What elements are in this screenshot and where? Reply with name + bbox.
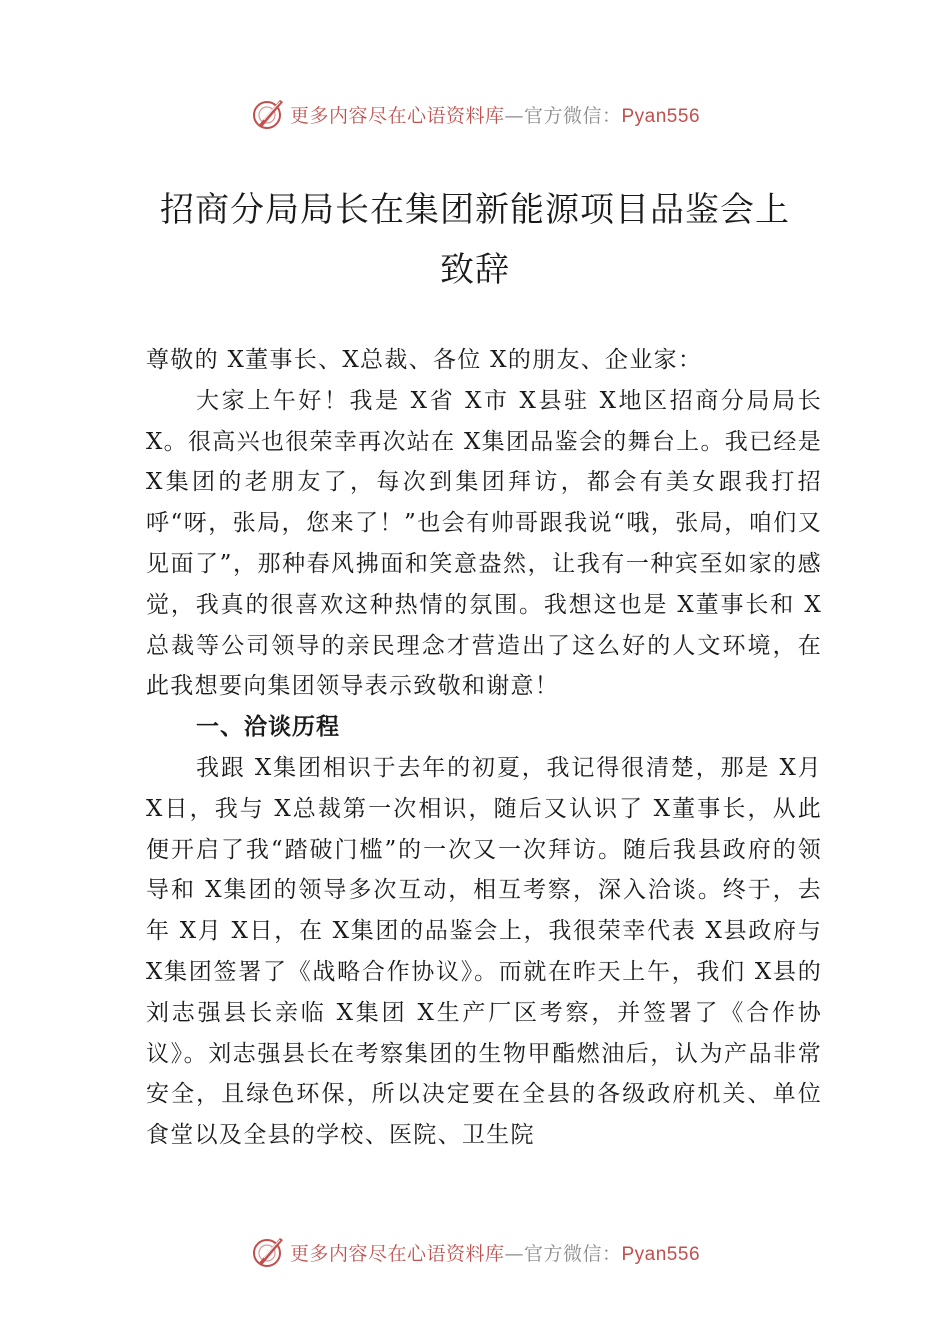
watermark-text (290, 1239, 700, 1266)
quill-logo-icon (250, 1234, 286, 1270)
body-paragraph-2: 我跟 X集团相识于去年的初夏，我记得很清楚，那是 X月 X日，我与 X总裁第一次相识，随后又认识了 X董事长，从此便开启了我“踏破门槛”的一次又一次拜访。随后我县政府的领导和 X集团的领导多次互动，相互考察，深入洽谈。终于，去年 X月 X日，在 X集团的品鉴会上，我很荣幸代表 X县政府与 X集团签署了《战略合作协议》。而就在昨天上午，我们 X县的刘志强县长亲临 X集团 X生产厂区考察，并签署了《合作协议》。刘志强县长在考察集团的生物甲酯燃油后，认为产品非常安全，且绿色环保，所以决定要在全县的各级政府机关、单位食堂以及全县的学校、医院、卫生院 (146, 754, 822, 1149)
watermark-separator: —官方微信： (504, 1242, 622, 1265)
watermark-main-text: 更多内容尽在心语资料库 (289, 104, 505, 127)
title-line-1: 招商分局局长在集团新能源项目品鉴会上 (160, 190, 790, 230)
wechat-id: Pyan556 (621, 1243, 701, 1265)
footer-watermark-banner (0, 1230, 950, 1274)
section-heading-1: 一、洽谈历程 (196, 714, 340, 741)
watermark-text (290, 101, 700, 128)
watermark-separator: —官方微信： (504, 104, 622, 127)
body-paragraph-1: 大家上午好！我是 X省 X市 X县驻 X地区招商分局局长 X。很高兴也很荣幸再次站在 X集团品鉴会的舞台上。我已经是 X集团的老朋友了，每次到集团拜访，都会有美女跟我打招呼“呀，张局，您来了！”也会有帅哥跟我说“哦，张局，咱们又见面了”，那种春风拂面和笑意盎然，让我有一种宾至如家的感觉，我真的很喜欢这种热情的氛围。我想这也是 X董事长和 X总裁等公司领导的亲民理念才营造出了这么好的人文环境，在此我想要向集团领导表示致敬和谢意！ (146, 387, 822, 700)
wechat-id: Pyan556 (621, 105, 701, 127)
document-title (0, 180, 950, 300)
title-line-2: 致辞 (440, 250, 510, 290)
document-body (146, 340, 822, 1156)
salutation: 尊敬的 X董事长、X总裁、各位 X的朋友、企业家： (146, 347, 703, 373)
watermark-main-text: 更多内容尽在心语资料库 (289, 1242, 505, 1265)
quill-logo-icon (250, 96, 286, 132)
header-watermark-banner (0, 92, 950, 136)
